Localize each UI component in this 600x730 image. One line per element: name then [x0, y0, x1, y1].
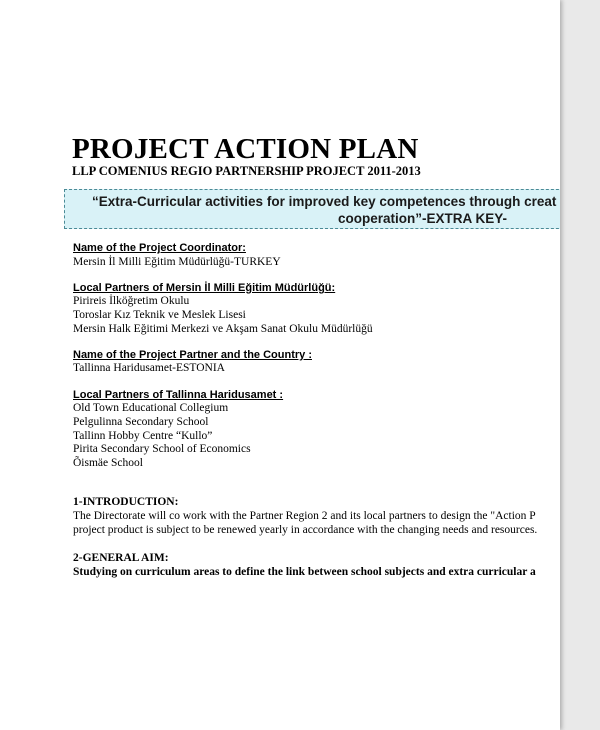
mersin-partner-item: Pirireis İlköğretim Okulu [73, 295, 190, 307]
tallinna-partner-item: Õismäe School [73, 457, 143, 469]
partner-country-label: Name of the Project Partner and the Country : [73, 349, 312, 361]
mersin-partner-item: Mersin Halk Eğitimi Merkezi ve Akşam Sanat Okulu Müdürlüğü [73, 323, 373, 335]
general-aim-line-1: Studying on curriculum areas to define the link between school subjects and extra curricular a [73, 566, 536, 578]
general-aim-heading: 2-GENERAL AIM: [73, 552, 169, 564]
coordinator-value: Mersin İl Milli Eğitim Müdürlüğü-TURKEY [73, 256, 281, 268]
tallinna-partner-item: Pelgulinna Secondary School [73, 416, 209, 428]
introduction-line-1: The Directorate will co work with the Partner Region 2 and its local partners to design the "Action P [73, 510, 536, 522]
partner-country-value: Tallinna Haridusamet-ESTONIA [73, 362, 225, 374]
tallinna-partner-item: Old Town Educational Collegium [73, 402, 229, 414]
introduction-line-2: project product is subject to be renewed yearly in accordance with the changing needs and resources. [73, 524, 538, 536]
project-title-banner [64, 189, 560, 229]
tallinna-partner-item: Tallinn Hobby Centre “Kullo” [73, 430, 213, 442]
coordinator-label: Name of the Project Coordinator: [73, 242, 246, 254]
mersin-partner-item: Toroslar Kız Teknik ve Meslek Lisesi [73, 309, 246, 321]
banner-line-2: cooperation”-EXTRA KEY- [338, 211, 508, 226]
document-subtitle: LLP COMENIUS REGIO PARTNERSHIP PROJECT 2011-2013 [72, 164, 421, 178]
mersin-partners-label: Local Partners of Mersin İl Milli Eğitim Müdürlüğü: [73, 282, 336, 294]
tallinna-partner-item: Pirita Secondary School of Economics [73, 443, 251, 455]
banner-line-1: “Extra-Curricular activities for improved key competences through creat [92, 194, 557, 209]
tallinna-partners-label: Local Partners of Tallinna Haridusamet : [73, 389, 284, 401]
document-title: PROJECT ACTION PLAN [72, 133, 419, 165]
introduction-heading: 1-INTRODUCTION: [73, 496, 179, 508]
